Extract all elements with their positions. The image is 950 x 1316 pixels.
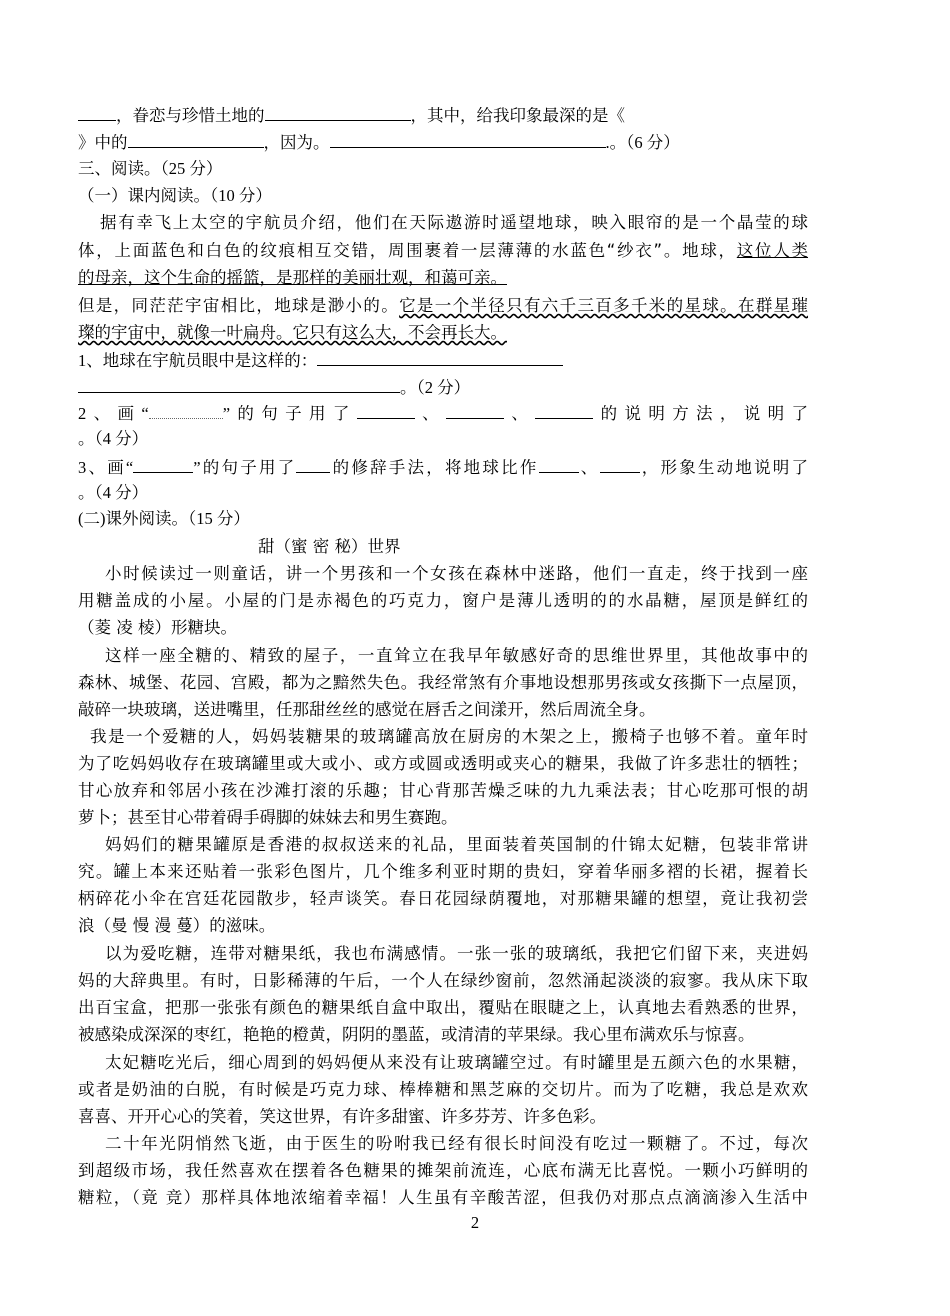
passage-line: 据有幸飞上太空的宇航员介绍，他们在天际遨游时遥望地球，映入眼帘的是一个晶莹的球 <box>100 213 808 232</box>
article-line: 出百宝盒，把那一张张有颜色的糖果纸自盒中取出，覆贴在眼睫之上，认真地去看熟悉的世界， <box>78 998 808 1017</box>
answer-blank[interactable] <box>317 349 563 366</box>
question-1-cont: 。（2 分） <box>78 376 470 399</box>
article-line: 为了吃妈妈收存在玻璃罐里或大或小、或方或圆或透明或夹心的糖果，我做了许多悲壮的牺牲； <box>78 754 808 773</box>
answer-blank[interactable] <box>133 456 193 473</box>
article-line: 喜喜、开开心心的笑着，笑这世界，有许多甜蜜、许多芬芳、许多色彩。 <box>78 1107 606 1126</box>
article-line: 以为爱吃糖，连带对糖果纸，我也布满感情。一张一张的玻璃纸，我把它们留下来，夹进妈 <box>105 944 808 963</box>
article-line: 妈的大辞典里。有时，日影稀薄的午后，一个人在绿纱窗前，忽然涌起淡淡的寂寥。我从床下取 <box>78 971 808 990</box>
article-line: 小时候读过一则童话，讲一个男孩和一个女孩在森林中迷路，他们一直走，终于找到一座 <box>105 564 808 583</box>
article-line: 妈妈们的糖果罐原是香港的叔叔送来的礼品，里面装着英国制的什锦太妃糖，包装非常讲 <box>105 835 808 854</box>
article-line: 糖粒，（竟 竞）那样具体地浓缩着幸福！人生虽有辛酸苦涩，但我仍对那点点滴滴渗入生活中 <box>78 1188 808 1207</box>
answer-blank[interactable] <box>330 131 606 148</box>
answer-blank[interactable] <box>535 402 593 419</box>
article-line: 森林、城堡、花园、宫殿，都为之黯然失色。我经常煞有介事地设想那男孩或女孩撕下一点屋顶， <box>78 673 808 692</box>
article-line: 被感染成深深的枣红，艳艳的橙黄，阴阴的墨蓝，或清清的苹果绿。我心里布满欢乐与惊喜。 <box>78 1025 755 1044</box>
article-line: 用糖盖成的小屋。小屋的门是赤褐色的巧克力，窗户是薄儿透明的的水晶糖，屋顶是鲜红的 <box>78 591 808 610</box>
answer-blank[interactable] <box>296 456 330 473</box>
section-heading: 三、阅读。（25 分） <box>78 159 223 178</box>
article-line: （菱 凌 棱）形糖块。 <box>78 618 237 637</box>
passage-line: 但是，同茫茫宇宙相比，地球是渺小的。它是一个半径只有六千三百多千米的星球。在群星璀 <box>78 296 809 315</box>
answer-blank[interactable] <box>357 402 415 419</box>
subsection-heading: （一）课内阅读。（10 分） <box>78 186 272 205</box>
fill-line-2: 》中的 ，因为。 .。（6 分） <box>78 133 680 152</box>
article-line: 这样一座全糖的、精致的屋子，一直耸立在我早年敏感好奇的思维世界里，其他故事中的 <box>105 646 808 665</box>
subsection-heading: (二)课外阅读。（15 分） <box>78 509 250 528</box>
article-line: 到超级市场，我任然喜欢在摆着各色糖果的摊架前流连，心底布满无比喜悦。一颗小巧鲜明的 <box>78 1161 808 1180</box>
answer-blank[interactable] <box>128 131 264 148</box>
passage-line: 璨的宇宙中，就像一叶扁舟。它只有这么大，不会再长大。 <box>78 323 507 342</box>
article-title: 甜（蜜 密 秘）世界 <box>258 537 401 556</box>
passage-line-underlined: 的母亲，这个生命的摇篮，是那样的美丽壮观，和蔼可亲。 <box>78 268 507 287</box>
answer-blank[interactable] <box>78 376 400 393</box>
article-line: 柄碎花小伞在宫廷花园散步，轻声谈笑。春日花园绿荫覆地，对那糖果罐的想望，竟让我初尝 <box>78 889 808 908</box>
question-2: 2、画“ ”的句子用了 、 、 的说明方法，说明了 <box>78 404 809 423</box>
article-line: 甘心放弃和邻居小孩在沙滩打滚的乐趣；甘心背那苦燥乏味的九九乘法表；甘心吃那可恨的胡 <box>78 781 808 800</box>
article-line: 二十年光阴悄然飞逝，由于医生的吩咐我已经有很长时间没有吃过一颗糖了。不过，每次 <box>105 1134 808 1153</box>
article-line: 敲碎一块玻璃，送进嘴里，任那甜丝丝的感觉在唇舌之间漾开，然后周流全身。 <box>78 700 656 719</box>
question-3-cont: 。（4 分） <box>78 483 149 502</box>
passage-line: 体，上面蓝色和白色的纹痕相互交错，周围裹着一层薄薄的水蓝色“纱衣”。地球，这位人类 <box>78 241 809 260</box>
answer-blank[interactable] <box>539 456 579 473</box>
page-number: 2 <box>470 1213 480 1232</box>
answer-blank[interactable] <box>265 104 411 121</box>
article-line: 我是一个爱糖的人，妈妈装糖果的玻璃罐高放在厨房的木架之上，搬椅子也够不着。童年时 <box>90 727 808 746</box>
article-line: 浪（曼 慢 漫 蔓）的滋味。 <box>78 916 276 935</box>
answer-blank[interactable] <box>78 104 116 121</box>
article-line: 或者是奶油的白脱，有时候是巧克力球、棒棒糖和黑芝麻的交切片。而为了吃糖，我总是欢欢 <box>78 1080 808 1099</box>
question-1: 1、地球在宇航员眼中是这样的： <box>78 349 563 372</box>
article-line: 太妃糖吃光后，细心周到的妈妈便从来没有让玻璃罐空过。有时罐里是五颜六色的水果糖， <box>105 1053 808 1072</box>
article-line: 萝卜；甚至甘心带着碍手碍脚的妹妹去和男生赛跑。 <box>78 808 458 827</box>
article-line: 究。罐上本来还贴着一张彩色图片，几个维多利亚时期的贵妇，穿着华丽多褶的长裙，握着长 <box>78 862 808 881</box>
question-3: 3、画“ ”的句子用了 的修辞手法，将地球比作 、 ，形象生动地说明了 <box>78 458 809 477</box>
answer-blank[interactable] <box>446 402 504 419</box>
answer-blank[interactable] <box>600 456 640 473</box>
fill-line-1: ，眷恋与珍惜土地的 ，其中，给我印象最深的是《 <box>78 104 625 127</box>
question-2-cont: 。（4 分） <box>78 429 149 448</box>
